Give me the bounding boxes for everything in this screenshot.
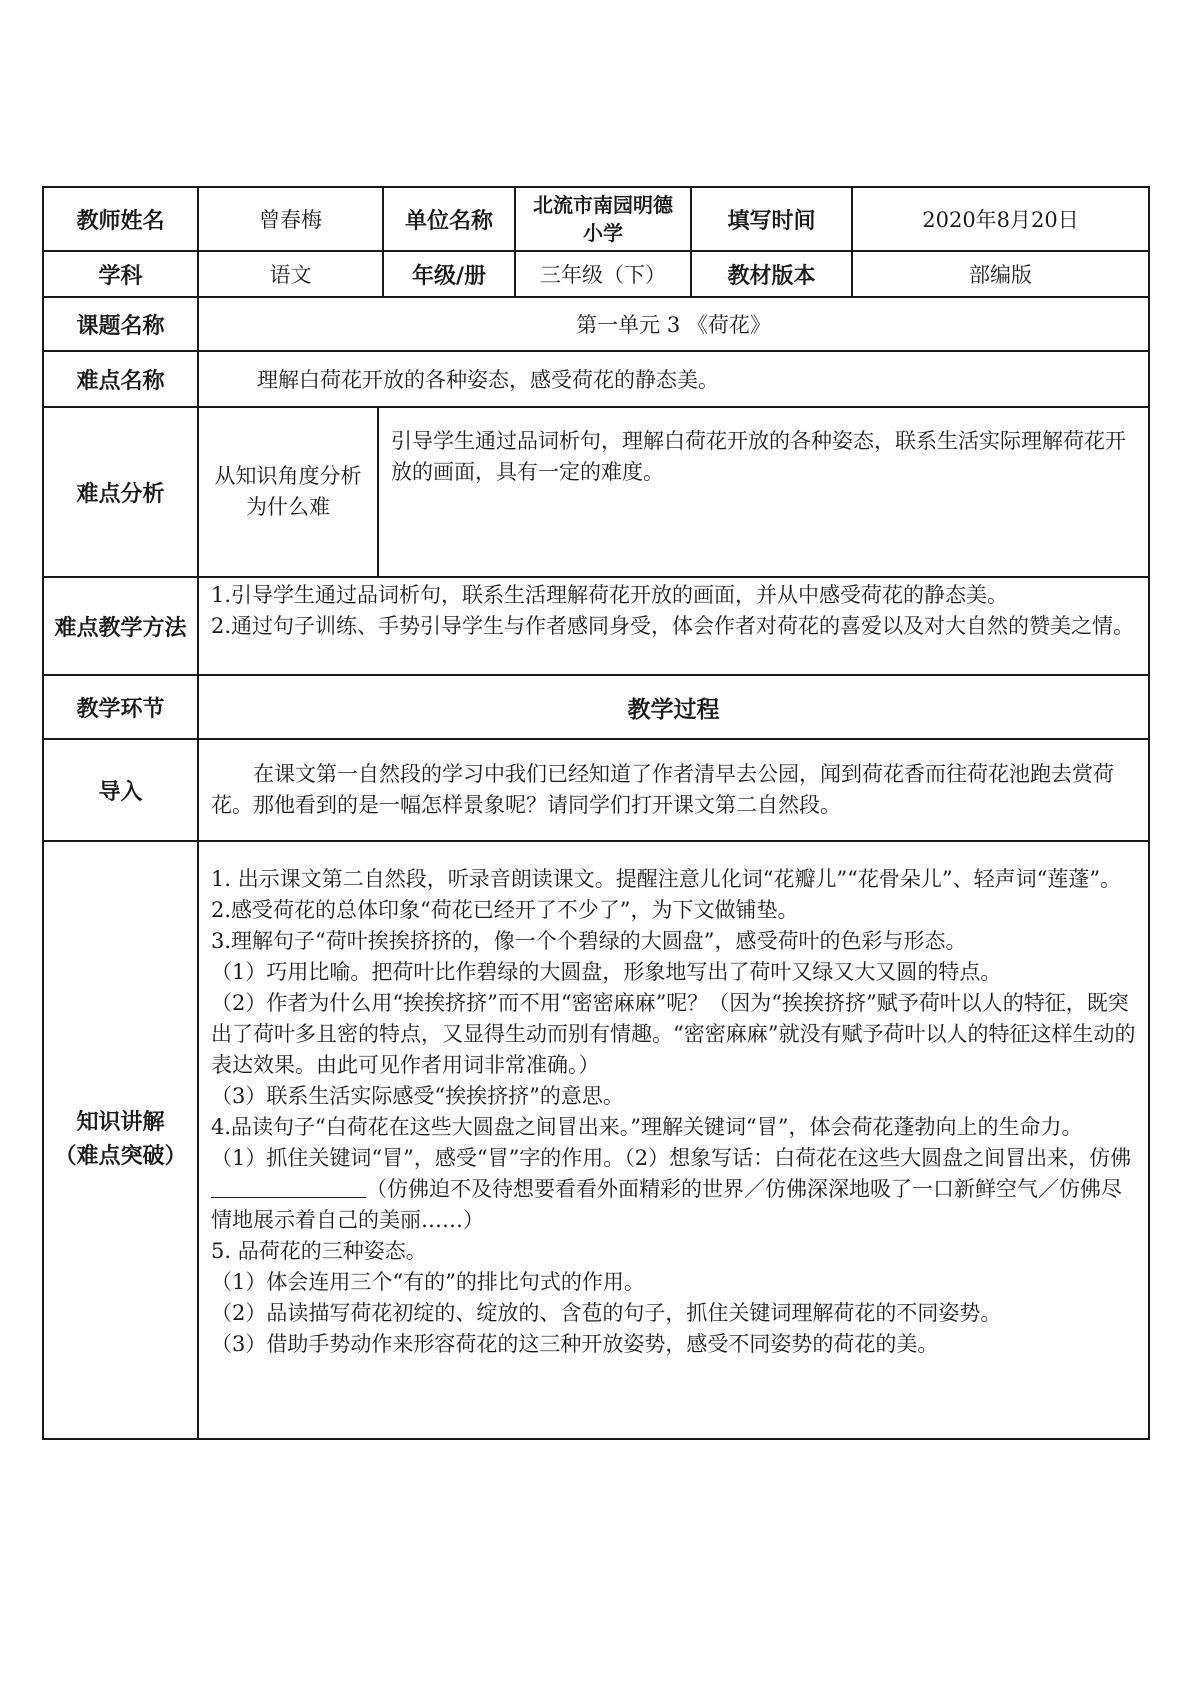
grade-value: 三年级（下） — [515, 251, 691, 297]
method-label: 难点教学方法 — [43, 577, 198, 675]
knowledge-line-11: （2）品读描写荷花初绽的、绽放的、含苞的句子，抓住关键词理解荷花的不同姿势。 — [211, 1301, 1002, 1325]
difficulty-label: 难点名称 — [43, 351, 198, 407]
knowledge-label-line2: （难点突破） — [54, 1144, 187, 1169]
knowledge-line-3: 3.理解句子“荷叶挨挨挤挤的，像一个个碧绿的大圆盘”，感受荷叶的色彩与形态。 — [211, 929, 967, 953]
knowledge-line-8 — [211, 1143, 1138, 1236]
analysis-label: 难点分析 — [43, 407, 198, 577]
subject-label: 学科 — [43, 251, 198, 297]
unit-value: 北流市南园明德小学 — [515, 187, 691, 251]
analysis-cell — [198, 407, 1149, 577]
knowledge-line-12: （3）借助手势动作来形容荷花的这三种开放姿势，感受不同姿势的荷花的美。 — [211, 1332, 939, 1356]
knowledge-line-2: 2.感受荷花的总体印象“荷花已经开了不少了”，为下文做铺垫。 — [211, 898, 799, 922]
knowledge-label-line1: 知识讲解 — [76, 1110, 165, 1135]
method-line-2: 2.通过句子训练、手势引导学生与作者感同身受，体会作者对荷花的喜爱以及对大自然的赞美之情。 — [211, 614, 1135, 638]
row-topic — [43, 297, 1149, 351]
analysis-sub-label: 从知识角度分析为什么难 — [199, 408, 379, 576]
row-knowledge — [43, 841, 1149, 1439]
difficulty-value: 理解白荷花开放的各种姿态，感受荷花的静态美。 — [198, 351, 1149, 407]
intro-value: 在课文第一自然段的学习中我们已经知道了作者清早去公园，闻到荷花香而往荷花池跑去赏荷花。那他看到的是一幅怎样景象呢？请同学们打开课文第二自然段。 — [198, 739, 1149, 841]
lesson-form-table — [42, 186, 1150, 1440]
fill-in-blank — [211, 1176, 366, 1198]
date-value: 2020年8月20日 — [852, 187, 1149, 251]
row-difficulty — [43, 351, 1149, 407]
process-heading: 教学过程 — [198, 675, 1149, 739]
teacher-value: 曾春梅 — [198, 187, 383, 251]
row-process-header — [43, 675, 1149, 739]
subject-value: 语文 — [198, 251, 383, 297]
knowledge-line-1: 1. 出示课文第二自然段，听录音朗读课文。提醒注意儿化词“花瓣儿”“花骨朵儿”、轻声词“莲蓬”。 — [211, 867, 1122, 891]
process-label: 教学环节 — [43, 675, 198, 739]
knowledge-line-8-after: （仿佛迫不及待想要看看外面精彩的世界／仿佛深深地吸了一口新鲜空气／仿佛尽情地展示着自己的美丽……） — [211, 1177, 1122, 1232]
analysis-value: 引导学生通过品词析句，理解白荷花开放的各种姿态，联系生活实际理解荷花开放的画面，具有一定的难度。 — [391, 429, 1126, 484]
knowledge-label — [43, 841, 198, 1439]
intro-label: 导入 — [43, 739, 198, 841]
knowledge-line-10: （1）体会连用三个“有的”的排比句式的作用。 — [211, 1270, 645, 1294]
unit-label: 单位名称 — [383, 187, 515, 251]
edition-label: 教材版本 — [691, 251, 852, 297]
row-intro — [43, 739, 1149, 841]
row-method — [43, 577, 1149, 675]
topic-value: 第一单元 3 《荷花》 — [198, 297, 1149, 351]
row-teacher — [43, 187, 1149, 251]
knowledge-value — [198, 841, 1149, 1439]
topic-label: 课题名称 — [43, 297, 198, 351]
method-value — [198, 577, 1149, 675]
row-analysis — [43, 407, 1149, 577]
knowledge-line-8-before: （1）抓住关键词“冒”，感受“冒”字的作用。（2）想象写话：白荷花在这些大圆盘之间冒出来，仿佛 — [211, 1146, 1132, 1170]
knowledge-line-6: （3）联系生活实际感受“挨挨挤挤”的意思。 — [211, 1084, 624, 1108]
row-subject — [43, 251, 1149, 297]
analysis-inner — [199, 408, 1148, 576]
knowledge-line-5: （2）作者为什么用“挨挨挤挤”而不用“密密麻麻”呢？（因为“挨挨挤挤”赋予荷叶以人的特征，既突出了荷叶多且密的特点，又显得生动而别有情趣。“密密麻麻”就没有赋予荷叶以人的特征这样生动的表达效果。由此可见作者用词非常准确。） — [211, 991, 1136, 1077]
grade-label: 年级/册 — [383, 251, 515, 297]
knowledge-line-7: 4.品读句子“白荷花在这些大圆盘之间冒出来。”理解关键词“冒”，体会荷花蓬勃向上的生命力。 — [211, 1115, 1083, 1139]
method-line-1: 1.引导学生通过品词析句，联系生活理解荷花开放的画面，并从中感受荷花的静态美。 — [211, 583, 1009, 607]
knowledge-line-9: 5. 品荷花的三种姿态。 — [211, 1239, 427, 1263]
teacher-label: 教师姓名 — [43, 187, 198, 251]
edition-value: 部编版 — [852, 251, 1149, 297]
knowledge-line-4: （1）巧用比喻。把荷叶比作碧绿的大圆盘，形象地写出了荷叶又绿又大又圆的特点。 — [211, 960, 1002, 984]
date-label: 填写时间 — [691, 187, 852, 251]
